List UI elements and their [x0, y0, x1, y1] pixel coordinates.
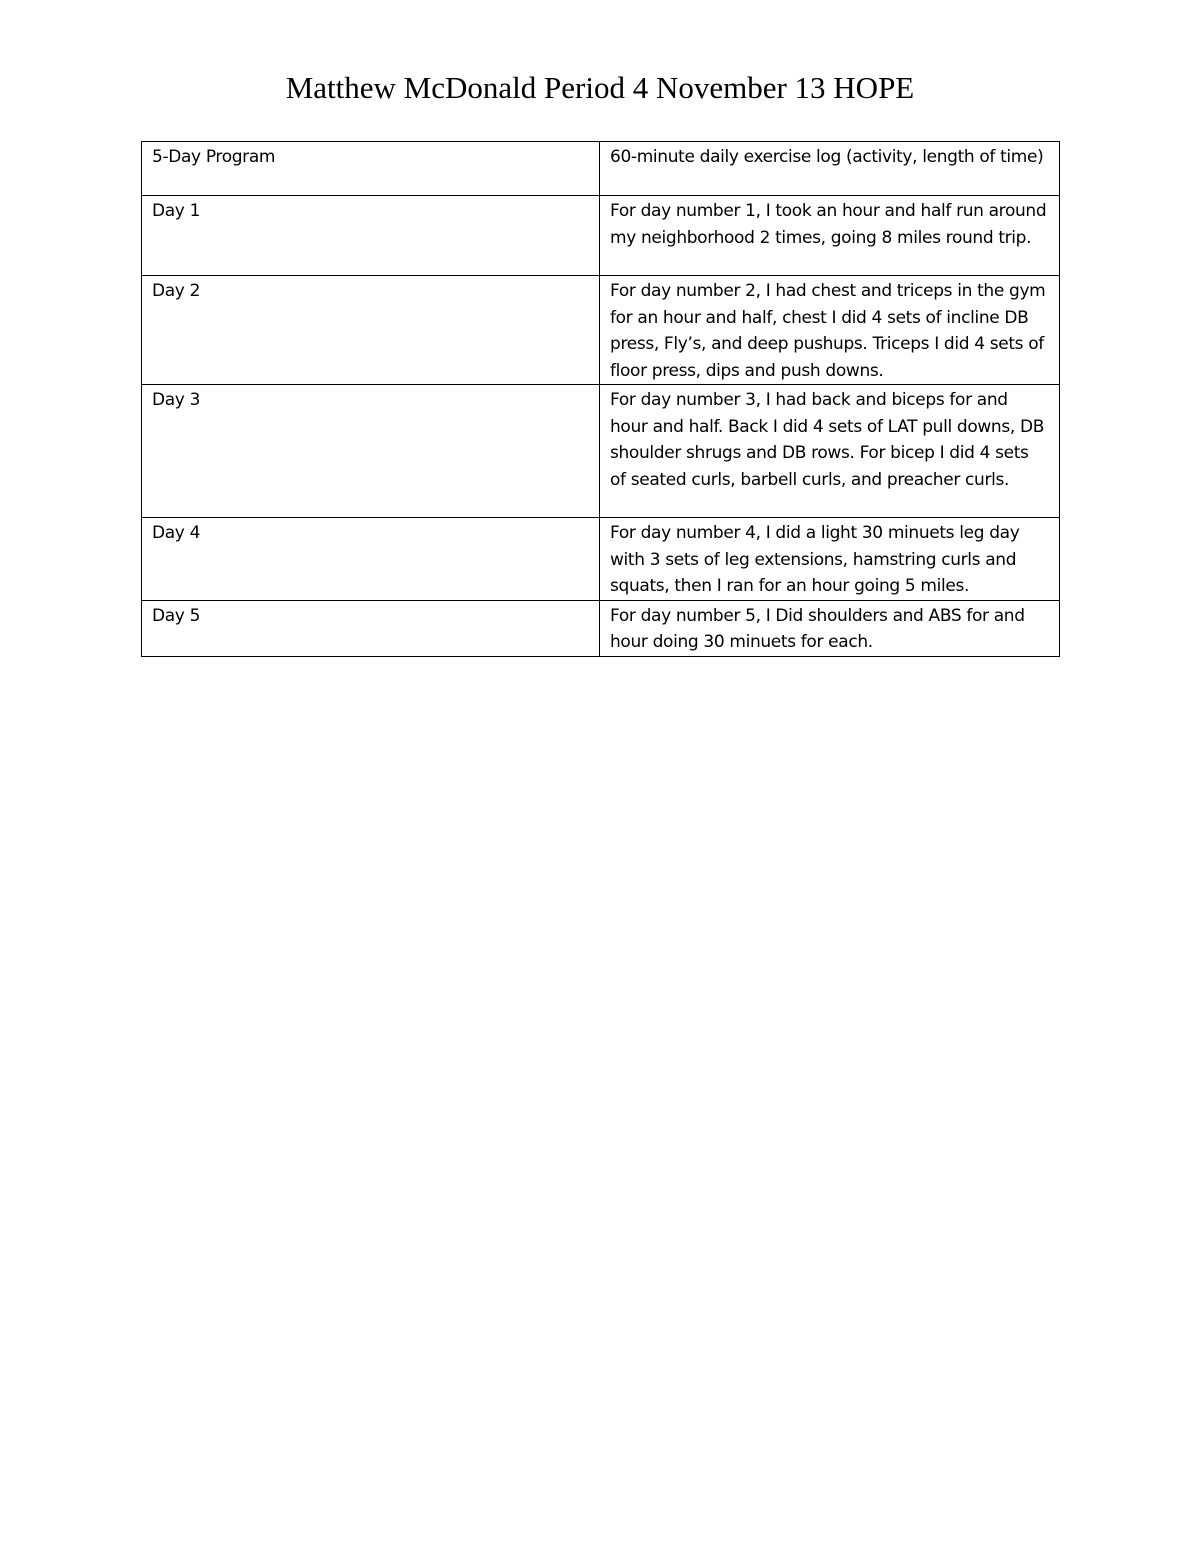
- day-label: Day 3: [142, 385, 600, 518]
- table-row: [142, 196, 1060, 276]
- exercise-log-table: [141, 141, 1060, 657]
- day-log: For day number 1, I took an hour and half run around my neighborhood 2 times, going 8 miles round trip.: [600, 196, 1060, 276]
- day-log: For day number 4, I did a light 30 minuets leg day with 3 sets of leg extensions, hamstring curls and squats, then I ran for an hour going 5 miles.: [600, 518, 1060, 601]
- day-label: Day 4: [142, 518, 600, 601]
- table-row: [142, 518, 1060, 601]
- day-log: For day number 3, I had back and biceps for and hour and half. Back I did 4 sets of LAT pull downs, DB shoulder shrugs and DB rows. For bicep I did 4 sets of seated curls, barbell curls, and preacher curls.: [600, 385, 1060, 518]
- table-row: [142, 385, 1060, 518]
- day-label: Day 5: [142, 600, 600, 656]
- day-label: Day 2: [142, 276, 600, 385]
- header-exercise-log: 60-minute daily exercise log (activity, length of time): [600, 142, 1060, 196]
- header-program: 5-Day Program: [142, 142, 600, 196]
- day-label: Day 1: [142, 196, 600, 276]
- page-title: Matthew McDonald Period 4 November 13 HOPE: [285, 70, 915, 105]
- table-row: [142, 276, 1060, 385]
- day-log: For day number 5, I Did shoulders and ABS for and hour doing 30 minuets for each.: [600, 600, 1060, 656]
- day-log: For day number 2, I had chest and triceps in the gym for an hour and half, chest I did 4 sets of incline DB press, Fly’s, and deep pushups. Triceps I did 4 sets of floor press, dips and push downs.: [600, 276, 1060, 385]
- table-row: [142, 600, 1060, 656]
- table-header-row: [142, 142, 1060, 196]
